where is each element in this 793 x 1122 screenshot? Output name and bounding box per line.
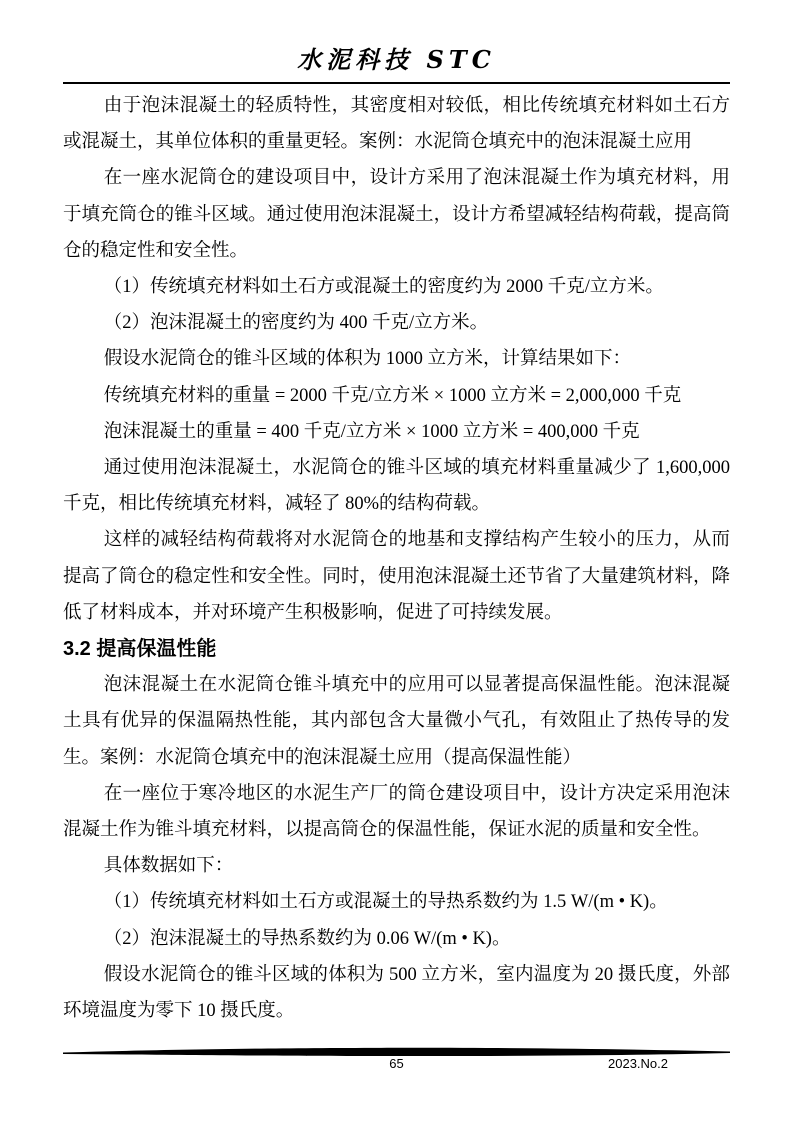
section-heading-3-2: 3.2 提高保温性能 (63, 638, 217, 661)
paragraph: 在一座水泥筒仓的建设项目中，设计方采用了泡沫混凝土作为填充材料，用于填充筒仓的锥斗区域。通过使用泡沫混凝土，设计方希望减轻结构荷载，提高筒仓的稳定性和安全性。 (63, 168, 730, 261)
list-item-1: （1）传统填充材料如土石方或混凝土的导热系数约为 1.5 W/(m • K)。 (103, 892, 668, 913)
formula-line: 传统填充材料的重量 = 2000 千克/立方米 × 1000 立方米 = 2,000,000 千克 (103, 385, 682, 406)
list-item-2: （2）泡沫混凝土的密度约为 400 千克/立方米。 (103, 313, 489, 334)
page-footer (63, 1056, 730, 1076)
list-item-2: （2）泡沫混凝土的导热系数约为 0.06 W/(m • K)。 (103, 928, 511, 949)
paragraph: 由于泡沫混凝土的轻质特性，其密度相对较低，相比传统填充材料如土石方或混凝土，其单位体积的重量更轻。案例：水泥筒仓填充中的泡沫混凝土应用 (63, 96, 730, 153)
header-rule (63, 82, 730, 84)
paragraph: 这样的减轻结构荷载将对水泥筒仓的地基和支撑结构产生较小的压力，从而提高了筒仓的稳定性和安全性。同时，使用泡沫混凝土还节省了大量建筑材料，降低了材料成本，并对环境产生积极影响，促进了可持续发展。 (63, 530, 730, 623)
paragraph: 假设水泥筒仓的锥斗区域的体积为 500 立方米，室内温度为 20 摄氏度，外部环境温度为零下 10 摄氏度。 (63, 964, 730, 1022)
issue-label: 2023.No.2 (608, 1056, 668, 1071)
paragraph: 假设水泥筒仓的锥斗区域的体积为 1000 立方米，计算结果如下： (103, 349, 631, 370)
list-item-1: （1）传统填充材料如土石方或混凝土的密度约为 2000 千克/立方米。 (103, 277, 664, 298)
paragraph: 具体数据如下： (103, 856, 234, 877)
article-body (63, 88, 730, 1029)
paragraph: 在一座位于寒冷地区的水泥生产厂的筒仓建设项目中，设计方决定采用泡沫混凝土作为锥斗填充材料，以提高筒仓的保温性能，保证水泥的质量和安全性。 (63, 783, 730, 841)
paragraph: 泡沫混凝土在水泥筒仓锥斗填充中的应用可以显著提高保温性能。泡沫混凝土具有优异的保温隔热性能，其内部包含大量微小气孔，有效阻止了热传导的发生。案例：水泥筒仓填充中的泡沫混凝土应用（提高保温性能） (63, 675, 730, 768)
formula-line: 泡沫混凝土的重量 = 400 千克/立方米 × 1000 立方米 = 400,000 千克 (103, 421, 640, 442)
paragraph: 通过使用泡沫混凝土，水泥筒仓的锥斗区域的填充材料重量减少了 1,600,000 千克，相比传统填充材料，减轻了 80%的结构荷载。 (63, 458, 730, 515)
page-number: 65 (389, 1056, 404, 1071)
journal-title: 水泥科技 STC (297, 45, 496, 74)
